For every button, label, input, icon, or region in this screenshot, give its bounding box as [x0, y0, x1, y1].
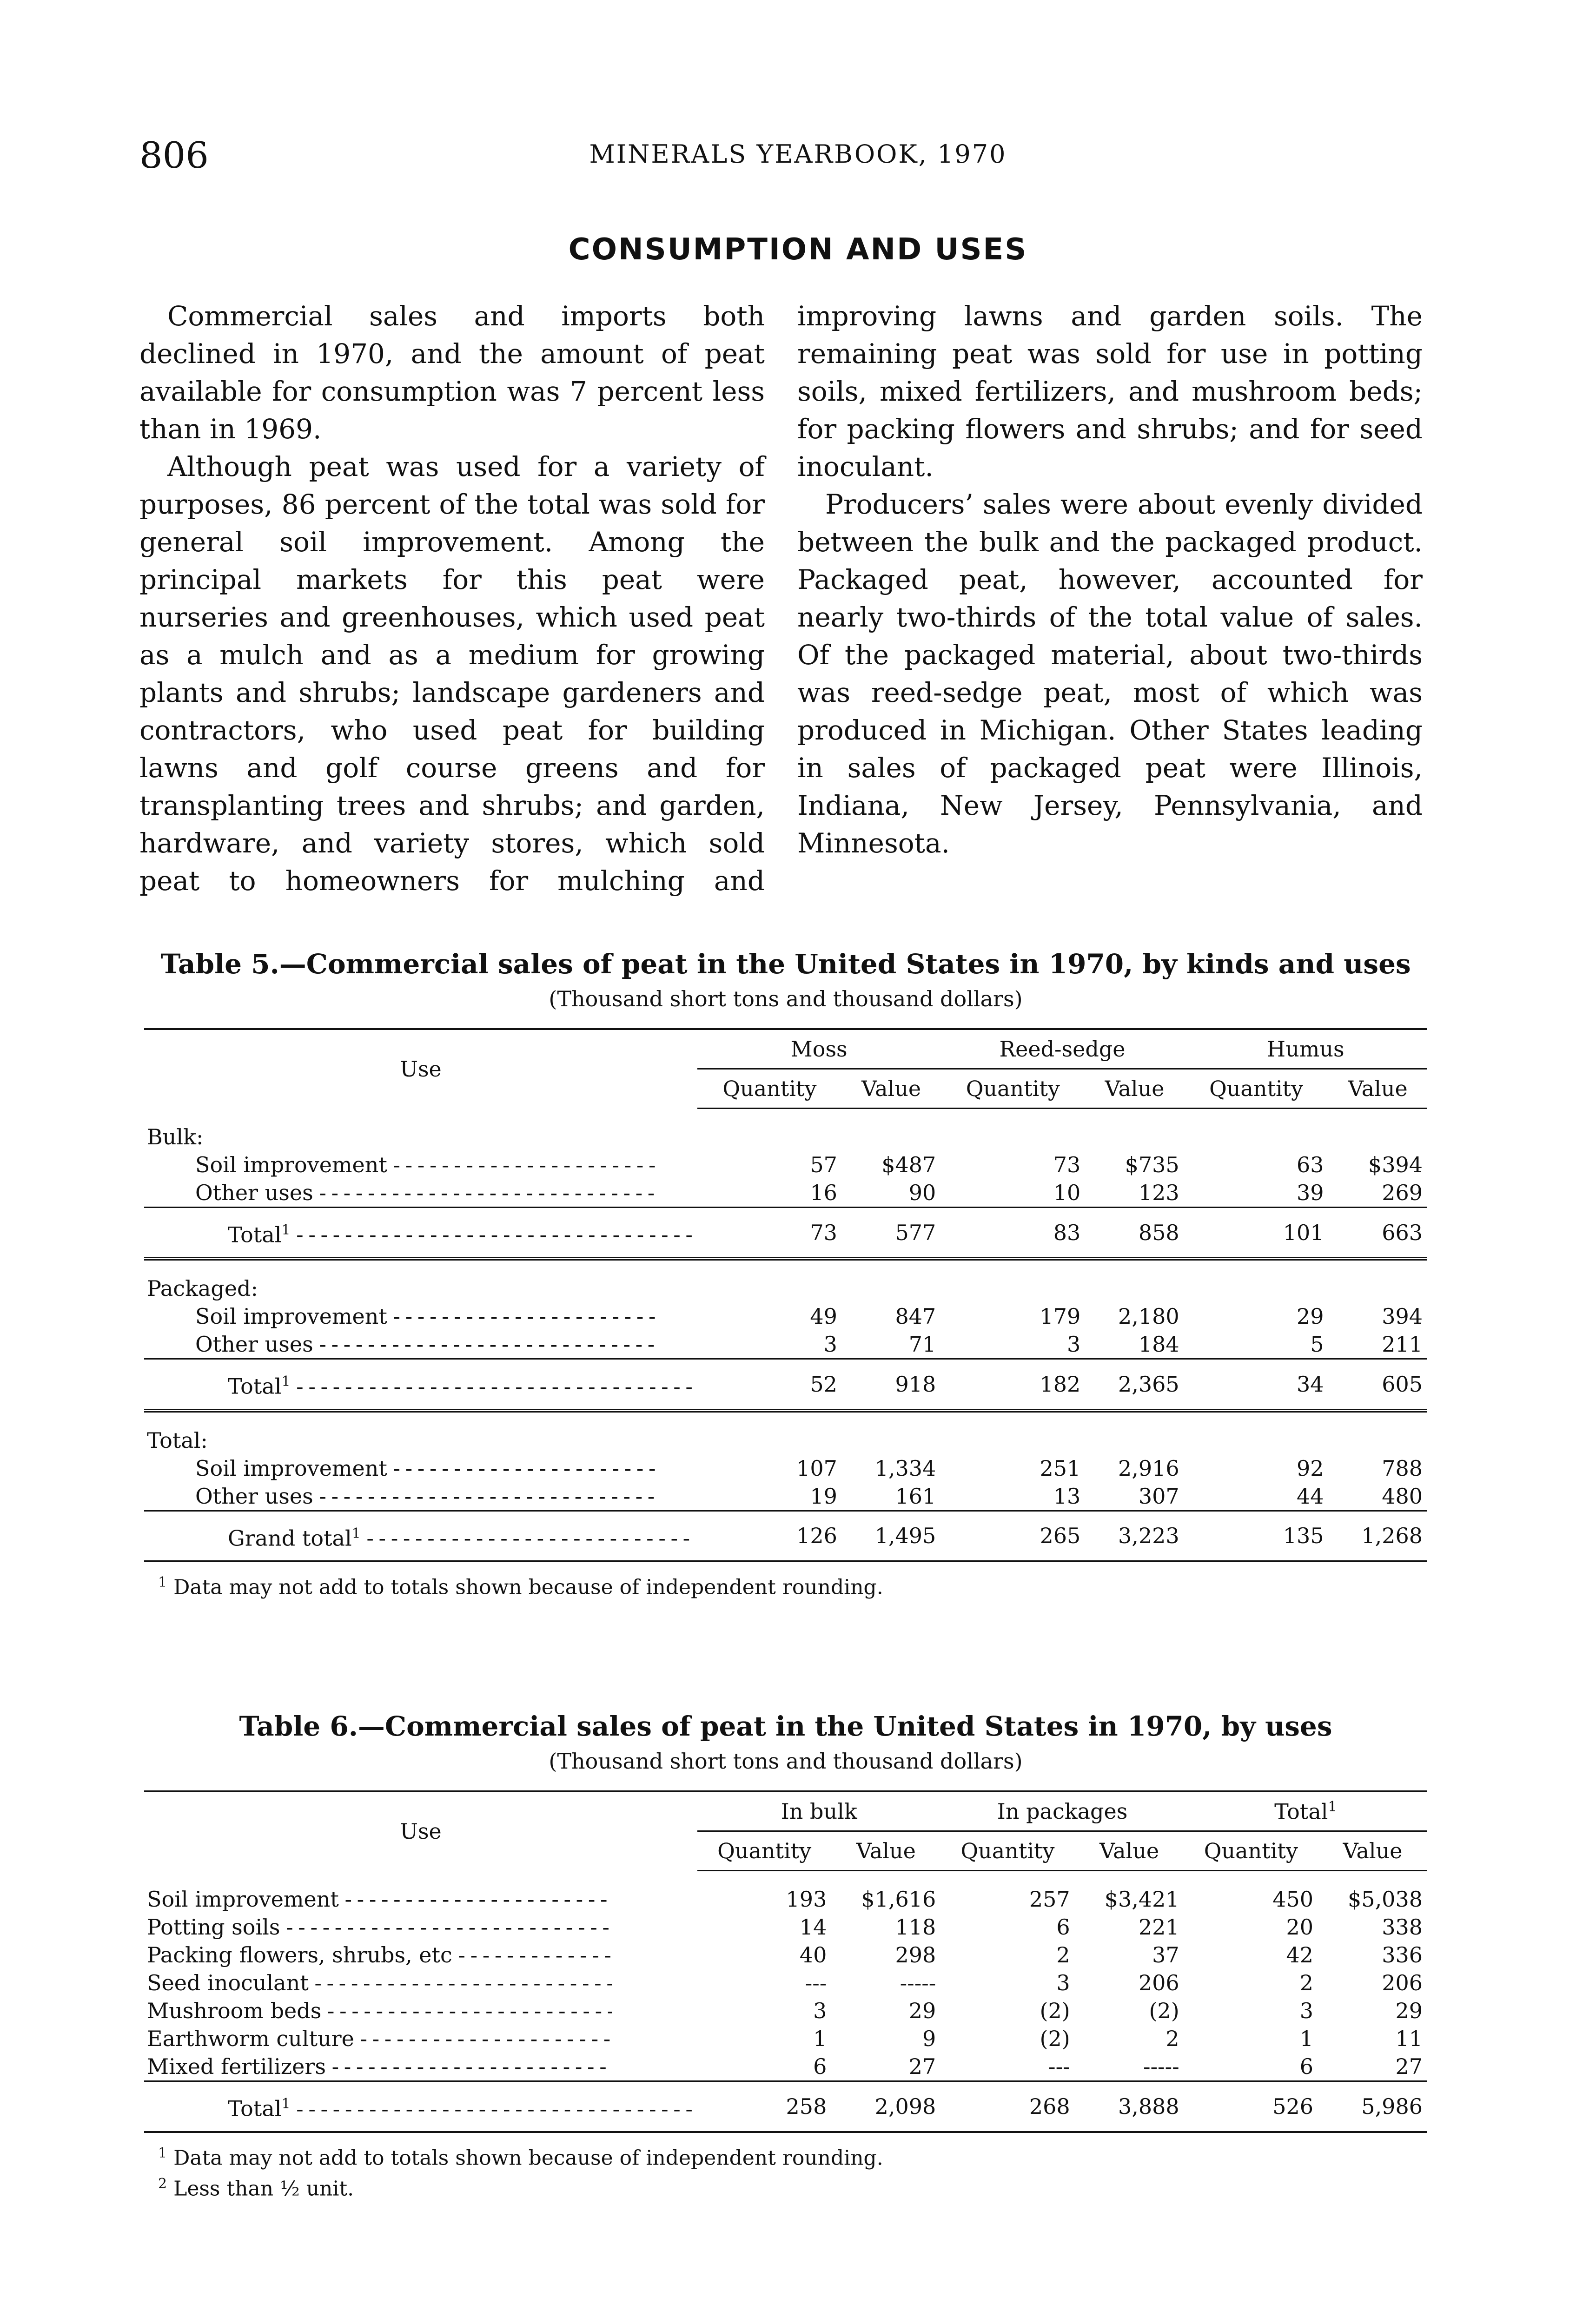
- cell: 16: [810, 1180, 837, 1205]
- footnote: [144, 1570, 1427, 1601]
- cell: 265: [940, 1511, 1085, 1561]
- cell: 71: [908, 1332, 936, 1357]
- table-total-row: [144, 2081, 1427, 2132]
- subheader-value: Value: [1085, 1069, 1184, 1109]
- row-label: Soil improvement - - -: [147, 1887, 612, 1911]
- cell: ---: [1048, 2054, 1070, 2080]
- group-header-in-packages: In packages: [940, 1791, 1184, 1831]
- group-header-moss: Moss: [697, 1029, 940, 1069]
- table-row: [144, 1941, 1427, 1969]
- group-header-humus: Humus: [1184, 1029, 1427, 1069]
- cell: 268: [940, 2081, 1074, 2132]
- subheader-quantity: Quantity: [940, 1069, 1085, 1109]
- table-row: [144, 1302, 1427, 1330]
- subheader-value: Value: [842, 1069, 940, 1109]
- cell: 34: [1184, 1359, 1329, 1411]
- cell: 2,365: [1085, 1359, 1184, 1411]
- footnote-text: Data may not add to totals shown because of independent rounding.: [173, 2146, 883, 2170]
- cell: 257: [1029, 1887, 1070, 1912]
- table-6: [144, 1710, 1427, 2202]
- cell: 258: [697, 2081, 831, 2132]
- cell: 307: [1138, 1483, 1179, 1509]
- footnote-mark: 1: [158, 2145, 167, 2161]
- cell: 3: [1056, 1970, 1070, 1996]
- cell: 3,223: [1085, 1511, 1184, 1561]
- cell: 3: [1299, 1998, 1313, 2024]
- table-row: [144, 1871, 1427, 1914]
- cell: 39: [1297, 1180, 1324, 1205]
- cell: (2): [1040, 2026, 1070, 2052]
- table-5-title: Table 5.—Commercial sales of peat in the United States in 1970, by kinds and uses: [160, 948, 1411, 980]
- table-row: [144, 1969, 1427, 1997]
- cell: 135: [1184, 1511, 1329, 1561]
- cell: 92: [1297, 1455, 1324, 1481]
- cell: 37: [1152, 1942, 1179, 1968]
- cell: -----: [900, 1970, 936, 1996]
- cell: 206: [1382, 1970, 1423, 1996]
- row-label: Other uses - - -: [195, 1181, 660, 1205]
- footnote: [144, 2140, 1427, 2172]
- page-number: 806: [139, 135, 209, 177]
- table-total-row: [144, 1208, 1427, 1259]
- row-label: Total: [228, 1222, 282, 1247]
- cell: 1: [813, 2026, 827, 2052]
- row-label: Mushroom beds - - -: [147, 1999, 612, 2023]
- cell: -----: [1143, 2054, 1179, 2080]
- paragraph-2: Although peat was used for a variety of purposes, 86 percent of the total was sold for general soil improvement. Among the principal markets for this peat were nurseries and greenhouses, which used peat as a mulch and as a medium for growing plants and shrubs; landscape gardeners and contractors, who used peat for building lawns and golf course greens and for transplanting trees and shrubs; and garden, hardware, and variety stores, which sold peat to homeowners for mulching and improving lawns and garden soils. The remaining peat was sold for use in potting soils, mixed fertilizers, and mushroom beds; for packing flowers and shrubs; and for seed inoculant.: [139, 300, 1423, 897]
- cell: 269: [1382, 1180, 1423, 1205]
- cell: 6: [1056, 1915, 1070, 1940]
- cell: 44: [1297, 1483, 1324, 1509]
- group-label-total: Total:: [147, 1427, 208, 1453]
- cell: 27: [908, 2054, 936, 2080]
- row-label: Soil improvement - - -: [195, 1456, 660, 1480]
- row-label: Total: [228, 1373, 282, 1399]
- group-label-bulk: Bulk:: [147, 1124, 204, 1149]
- page-header: [0, 0, 1596, 232]
- cell: 29: [1395, 1998, 1423, 2024]
- cell: 3: [1066, 1332, 1081, 1357]
- cell: 73: [1053, 1152, 1081, 1177]
- footnote-text: Data may not add to totals shown because of independent rounding.: [173, 1575, 883, 1599]
- table-row: [144, 1997, 1427, 2025]
- cell: 2: [1056, 1942, 1070, 1968]
- cell: 13: [1053, 1483, 1081, 1509]
- table-6-title: Table 6.—Commercial sales of peat in the United States in 1970, by uses: [239, 1710, 1332, 1742]
- row-label: Soil improvement - - -: [195, 1304, 660, 1328]
- cell: 605: [1329, 1359, 1427, 1411]
- cell: 57: [810, 1152, 837, 1177]
- cell: 184: [1138, 1332, 1179, 1357]
- subheader-value: Value: [831, 1831, 940, 1871]
- group-header-total-label: Total: [1274, 1799, 1328, 1824]
- cell: 336: [1382, 1942, 1423, 1968]
- cell: 29: [908, 1998, 936, 2024]
- cell: 29: [1297, 1304, 1324, 1329]
- cell: 2: [1166, 2026, 1179, 2052]
- cell: 83: [940, 1208, 1085, 1259]
- subheader-quantity: Quantity: [1184, 1831, 1318, 1871]
- row-label: Seed inoculant - - -: [147, 1971, 612, 1995]
- row-label: Earthworm culture - - -: [147, 2027, 612, 2051]
- cell: 6: [813, 2054, 827, 2080]
- cell: 20: [1286, 1915, 1313, 1940]
- cell: 161: [895, 1483, 936, 1509]
- cell: (2): [1040, 1998, 1070, 2024]
- cell: 118: [895, 1915, 936, 1940]
- use-column-header: Use: [400, 1819, 442, 1844]
- table-row: [144, 1151, 1427, 1179]
- cell: 42: [1286, 1942, 1313, 1968]
- footnote-mark: 1: [281, 1222, 291, 1238]
- cell: 788: [1382, 1455, 1423, 1481]
- table-row: [144, 1454, 1427, 1482]
- cell: 63: [1297, 1152, 1324, 1177]
- body-text: [139, 297, 1423, 900]
- cell: $394: [1368, 1152, 1423, 1177]
- cell: $487: [881, 1152, 936, 1177]
- subheader-quantity: Quantity: [940, 1831, 1074, 1871]
- table-row: [144, 2053, 1427, 2081]
- cell: $735: [1125, 1152, 1179, 1177]
- group-header-total: [1184, 1791, 1427, 1831]
- cell: 3: [823, 1332, 837, 1357]
- cell: 73: [697, 1208, 842, 1259]
- cell: 394: [1382, 1304, 1423, 1329]
- cell: 1: [1299, 2026, 1313, 2052]
- table-row: [144, 2025, 1427, 2053]
- footnote-mark: 1: [351, 1525, 361, 1542]
- cell: 450: [1272, 1887, 1313, 1912]
- cell: 338: [1382, 1915, 1423, 1940]
- cell: 107: [796, 1455, 837, 1481]
- cell: 5,986: [1318, 2081, 1427, 2132]
- cell: 221: [1138, 1915, 1179, 1940]
- cell: 52: [697, 1359, 842, 1411]
- cell: 19: [810, 1483, 837, 1509]
- cell: 663: [1329, 1208, 1427, 1259]
- subheader-value: Value: [1329, 1069, 1427, 1109]
- row-label: Other uses - - -: [195, 1484, 660, 1508]
- cell: 123: [1138, 1180, 1179, 1205]
- cell: 2,098: [831, 2081, 940, 2132]
- cell: 126: [697, 1511, 842, 1561]
- table-row: [144, 1913, 1427, 1941]
- cell: 3: [813, 1998, 827, 2024]
- table-5-footnotes: [144, 1570, 1427, 1601]
- cell: 1,268: [1329, 1511, 1427, 1561]
- cell: 1,495: [842, 1511, 940, 1561]
- subheader-quantity: Quantity: [1184, 1069, 1329, 1109]
- row-label: Potting soils - - -: [147, 1915, 612, 1939]
- row-label: Mixed fertilizers - - -: [147, 2054, 612, 2079]
- cell: 206: [1138, 1970, 1179, 1996]
- row-label: Soil improvement - - -: [195, 1153, 660, 1177]
- cell: 847: [895, 1304, 936, 1329]
- cell: 577: [842, 1208, 940, 1259]
- paragraph-3: Producers’ sales were about evenly divided between the bulk and the packaged product. Packaged peat, however, accounted for nearly two-thirds of the total value of sales. Of the packaged material, about two-thirds was reed-sedge peat, most of which was produced in Michigan. Other States leading in sales of packaged peat were Illinois, Indiana, New Jersey, Pennsylvania, and Minnesota.: [797, 489, 1423, 859]
- cell: 9: [922, 2026, 936, 2052]
- subheader-value: Value: [1318, 1831, 1427, 1871]
- cell: 90: [908, 1180, 936, 1205]
- cell: 2,180: [1118, 1304, 1179, 1329]
- row-label: Packing flowers, shrubs, etc - - -: [147, 1943, 612, 1967]
- table-row: [144, 1179, 1427, 1208]
- cell: 480: [1382, 1483, 1423, 1509]
- cell: ---: [805, 1970, 827, 1996]
- cell: 101: [1184, 1208, 1329, 1259]
- footnote-mark: 1: [1328, 1799, 1337, 1815]
- row-label: Total: [228, 2096, 282, 2121]
- cell: 5: [1310, 1332, 1324, 1357]
- cell: 40: [799, 1942, 827, 1968]
- table-6-footnotes: [144, 2140, 1427, 2202]
- cell: 2,916: [1118, 1455, 1179, 1481]
- cell: 182: [940, 1359, 1085, 1411]
- cell: 526: [1184, 2081, 1318, 2132]
- cell: 179: [1040, 1304, 1081, 1329]
- footnote-mark: 2: [158, 2176, 167, 2192]
- cell: 1,334: [874, 1455, 936, 1481]
- cell: 49: [810, 1304, 837, 1329]
- cell: 6: [1299, 2054, 1313, 2080]
- cell: 3,888: [1075, 2081, 1184, 2132]
- cell: 2: [1299, 1970, 1313, 1996]
- cell: 10: [1053, 1180, 1081, 1205]
- use-column-header: Use: [400, 1056, 442, 1082]
- subheader-value: Value: [1075, 1831, 1184, 1871]
- table-5-subtitle: (Thousand short tons and thousand dollars): [549, 986, 1023, 1011]
- cell: 251: [1040, 1455, 1081, 1481]
- group-label-packaged: Packaged:: [147, 1276, 258, 1301]
- cell: $5,038: [1348, 1887, 1423, 1912]
- group-header-reed-sedge: Reed-sedge: [940, 1029, 1184, 1069]
- table-6-subtitle: (Thousand short tons and thousand dollars): [549, 1749, 1023, 1774]
- table-6-grid: [144, 1790, 1427, 2133]
- table-total-row: [144, 1511, 1427, 1561]
- cell: 27: [1395, 2054, 1423, 2080]
- row-label: Grand total: [228, 1525, 352, 1550]
- cell: $3,421: [1104, 1887, 1179, 1912]
- cell: (2): [1149, 1998, 1179, 2024]
- section-title: CONSUMPTION AND USES: [568, 232, 1028, 267]
- cell: 918: [842, 1359, 940, 1411]
- table-total-row: [144, 1359, 1427, 1411]
- cell: 298: [895, 1942, 936, 1968]
- cell: 211: [1382, 1332, 1423, 1357]
- cell: 14: [799, 1915, 827, 1940]
- footnote: [144, 2171, 1427, 2202]
- table-5: [144, 948, 1427, 1601]
- group-header-in-bulk: In bulk: [697, 1791, 940, 1831]
- footnote-mark: 1: [158, 1574, 167, 1591]
- footnote-mark: 1: [281, 1373, 291, 1390]
- table-row: [144, 1482, 1427, 1511]
- running-head: MINERALS YEARBOOK, 1970: [589, 139, 1007, 169]
- footnote-text: Less than ½ unit.: [173, 2177, 354, 2201]
- footnote-mark: 1: [281, 2096, 291, 2113]
- subheader-quantity: Quantity: [697, 1831, 831, 1871]
- cell: 858: [1085, 1208, 1184, 1259]
- cell: 11: [1395, 2026, 1423, 2052]
- table-5-grid: [144, 1028, 1427, 1562]
- subheader-quantity: Quantity: [697, 1069, 842, 1109]
- paragraph-1: Commercial sales and imports both declined in 1970, and the amount of peat available for consumption was 7 percent less than in 1969.: [139, 300, 765, 445]
- cell: $1,616: [861, 1887, 936, 1912]
- row-label: Other uses - - -: [195, 1332, 660, 1356]
- table-row: [144, 1330, 1427, 1359]
- cell: 193: [786, 1887, 827, 1912]
